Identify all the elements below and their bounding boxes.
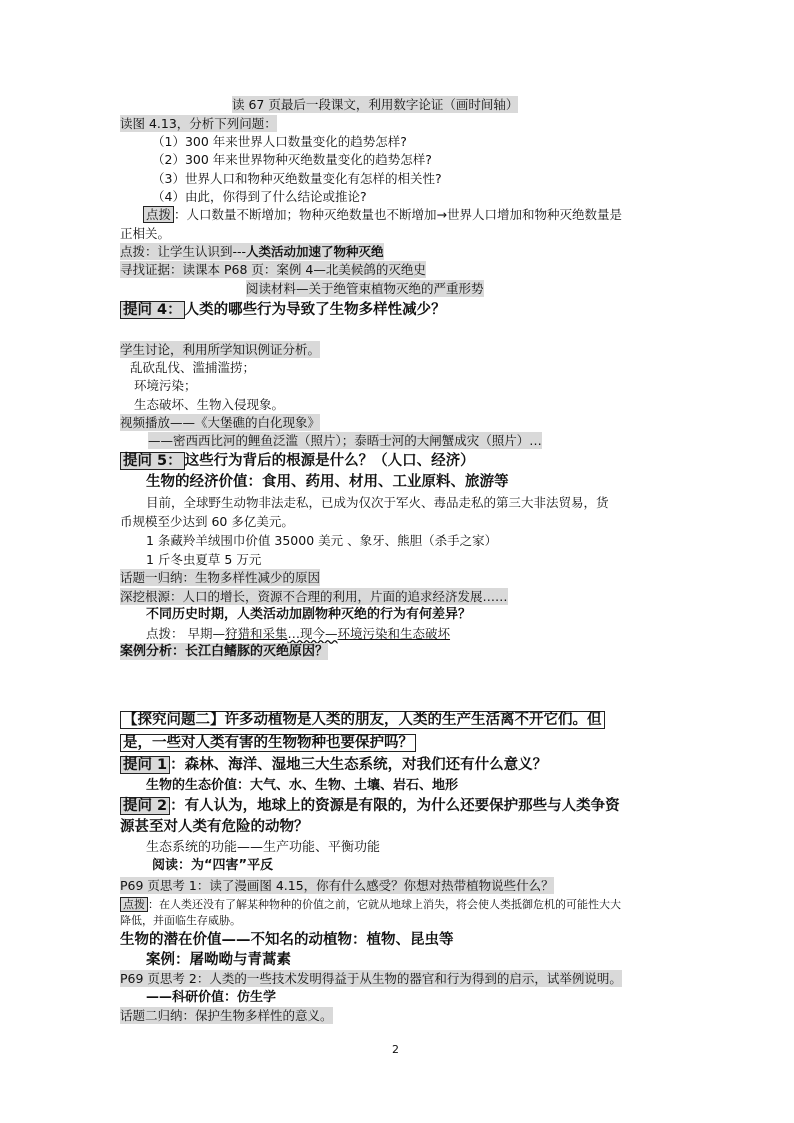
inquiry-heading-cont-text: 是，一些对人类有害的生物物种也要保护吗？ xyxy=(120,734,416,752)
case-analysis: 案例分析：长江白鳍豚的灭绝原因？ xyxy=(120,644,329,659)
hint-lead: 点拨： 早期— xyxy=(146,626,225,641)
cause-1: 乱砍乱伐、滥捕滥捞； xyxy=(130,360,256,375)
economic-value: 生物的经济价值：食用、药用、材用、工业原料、旅游等 xyxy=(146,474,509,490)
research-value: ——科研价值：仿生学 xyxy=(146,990,277,1005)
example-2: 1 斤冬虫夏草 5 万元 xyxy=(146,552,262,567)
hint-text-cont: 正相关。 xyxy=(120,226,171,241)
inquiry-heading-cont xyxy=(120,733,416,753)
cause-3: 生态破坏、生物入侵现象。 xyxy=(134,397,285,412)
ellipsis: …现今— xyxy=(287,626,338,641)
question-5-heading xyxy=(120,451,475,471)
topic-summary-2: 话题二归纳：保护生物多样性的意义。 xyxy=(120,1008,333,1023)
question-tag: 提问 2 xyxy=(120,797,170,815)
smuggling-para-cont: 币规模至少达到 60 多亿美元。 xyxy=(120,514,294,529)
early-period: 狩猎和采集 xyxy=(224,626,288,641)
hint-line xyxy=(120,243,384,260)
modern-period: 环境污染和生态破坏 xyxy=(337,626,451,641)
question-1-heading xyxy=(120,755,547,775)
question-1: （1）300 年来世界人口数量变化的趋势怎样? xyxy=(152,134,407,149)
question-2: （2）300 年来世界物种灭绝数量变化的趋势怎样? xyxy=(152,152,432,167)
evidence-line: 寻找证据：读课本 P68 页：案例 4—北美候鸽的灭绝史 xyxy=(120,262,426,277)
cause-2: 环境污染； xyxy=(134,378,197,393)
question-text: ：有人认为，地球上的资源是有限的，为什么还要保护那些与人类争资 xyxy=(170,798,620,814)
history-question: 不同历史时期，人类活动加剧物种灭绝的行为有何差异？ xyxy=(146,607,472,622)
hint-text-cont: 降低，并面临生存威胁。 xyxy=(120,914,241,927)
hint-key: 人类活动加速了物种灭绝 xyxy=(246,244,384,259)
figure-prompt: 读图 4.13，分析下列问题： xyxy=(120,116,277,131)
potential-value: 生物的潜在价值——不知名的动植物：植物、昆虫等 xyxy=(120,932,454,948)
hint-lead: 点拨：让学生认识到--- xyxy=(120,244,247,259)
hint-text: ：人口数量不断增加；物种灭绝数量也不断增加→世界人口增加和物种灭绝数量是 xyxy=(174,207,622,222)
example-1: 1 条藏羚羊绒围巾价值 35000 美元 、象牙、熊胆（杀手之家） xyxy=(146,533,498,548)
think-2: P69 页思考 2：人类的一些技术发明得益于从生物的器官和行为得到的启示，试举例说明。 xyxy=(120,971,622,986)
question-4-heading xyxy=(120,300,446,320)
reading-material: 阅读材料—关于绝管束植物灭绝的严重形势 xyxy=(246,281,484,296)
case-artemisinin: 案例：屠呦呦与青蒿素 xyxy=(146,952,291,968)
question-text: 这些行为背后的根源是什么？（人口、经济） xyxy=(184,453,475,469)
hint-tag: 点拨 xyxy=(120,897,148,912)
inquiry-heading xyxy=(120,710,605,730)
history-hint xyxy=(146,625,450,642)
question-tag: 提问 5： xyxy=(120,452,185,470)
discussion-line: 学生讨论，利用所学知识例证分析。 xyxy=(120,342,321,357)
think-1: P69 页思考 1：读了漫画图 4.15，你有什么感受？你想对热带植物说些什么？ xyxy=(120,878,554,893)
inquiry-heading-text: 【探究问题二】许多动植物是人类的朋友，人类的生产生活离不开它们。但 xyxy=(120,711,605,729)
topic-summary-1: 话题一归纳：生物多样性减少的原因 xyxy=(120,570,321,585)
question-tag: 提问 4： xyxy=(120,301,185,319)
question-2-heading-cont: 源甚至对人类有危险的动物？ xyxy=(120,819,309,835)
video-line: 视频播放——《大堡礁的白化现象》 xyxy=(120,415,321,430)
question-4: （4）由此，你得到了什么结论或推论? xyxy=(152,189,367,204)
hint-paragraph xyxy=(143,206,622,223)
reading-instruction: 读 67 页最后一段课文，利用数字论证（画时间轴） xyxy=(232,97,519,112)
ecological-value: 生物的生态价值：大气、水、生物、土壤、岩石、地形 xyxy=(146,778,459,793)
ecosystem-function: 生态系统的功能——生产功能、平衡功能 xyxy=(146,840,381,855)
question-3: （3）世界人口和物种灭绝数量变化有怎样的相关性? xyxy=(152,171,442,186)
root-cause: 深挖根源：人口的增长，资源不合理的利用，片面的追求经济发展…… xyxy=(120,589,508,604)
page-number: 2 xyxy=(392,1043,399,1056)
reading-four-pests: 阅读：为“四害”平反 xyxy=(152,858,274,873)
question-2-heading xyxy=(120,796,620,816)
smuggling-para: 目前，全球野生动物非法走私，已成为仅次于军火、毒品走私的第三大非法贸易，货 xyxy=(146,495,609,510)
question-text: 人类的哪些行为导致了生物多样性减少？ xyxy=(184,302,446,318)
hint-paragraph-2 xyxy=(120,897,621,912)
hint-tag: 点拨 xyxy=(143,206,174,223)
hint-text: ：在人类还没有了解某种物种的价值之前，它就从地球上消失，将会使人类抵御危机的可能性大大 xyxy=(148,898,621,911)
question-text: ：森林、海洋、湿地三大生态系统，对我们还有什么意义？ xyxy=(170,757,548,773)
photo-line: ——密西西比河的鲤鱼泛滥（照片）；泰晤士河的大闸蟹成灾（照片）… xyxy=(148,433,542,448)
question-tag: 提问 1 xyxy=(120,756,170,774)
